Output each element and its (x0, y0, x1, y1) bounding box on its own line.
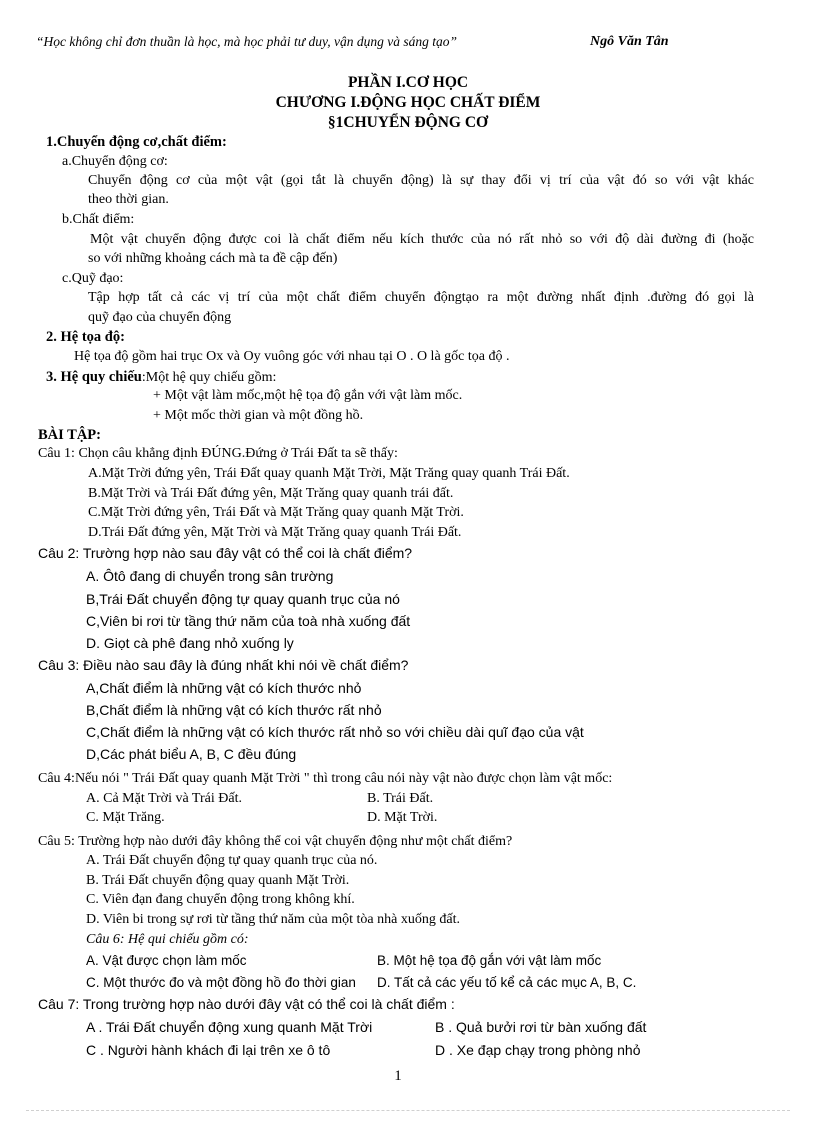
text-trajectory-line2: quỹ đạo của chuyển động (88, 310, 232, 325)
heading-reference-frame (46, 369, 276, 386)
question-4-option-b: B. Trái Đất. (367, 791, 434, 806)
question-6-option-c: C. Một thước đo và một đồng hồ đo thời gian (86, 975, 356, 990)
subheading-point: b.Chất điểm: (62, 212, 135, 227)
heading-reference-text: :Một hệ quy chiếu gồm: (141, 370, 277, 385)
question-3-option-c: C,Chất điểm là những vật có kích thước rất nhỏ so với chiều dài quĩ đạo của vật (86, 724, 584, 740)
question-2-option-b: B,Trái Đất chuyển động tự quay quanh trục của nó (86, 591, 400, 607)
text-point-line1: Một vật chuyển động được coi là chất điểm nếu kích thước của nó rất nhỏ so với độ dài đường đi (hoặc (90, 232, 754, 247)
question-1-option-b: B.Mặt Trời và Trái Đất đứng yên, Mặt Trăng quay quanh trái đất. (88, 486, 454, 501)
question-1-option-d: D.Trái Đất đứng yên, Mặt Trời và Mặt Trăng quay quanh Trái Đất. (88, 525, 462, 540)
question-7-option-d: D . Xe đạp chạy trong phòng nhỏ (435, 1042, 641, 1058)
question-7-option-a: A . Trái Đất chuyển động xung quanh Mặt Trời (86, 1019, 373, 1035)
text-motion-line2: theo thời gian. (88, 192, 169, 207)
exercises-title: BÀI TẬP: (38, 427, 101, 443)
question-1-option-a: A.Mặt Trời đứng yên, Trái Đất quay quanh Mặt Trời, Mặt Trăng quay quanh Trái Đất. (88, 466, 570, 481)
question-1: Câu 1: Chọn câu khẳng định ĐÚNG.Đứng ở Trái Đất ta sẽ thấy: (38, 446, 398, 461)
text-point-line2: so với những khoảng cách mà ta đề cập đến) (88, 251, 338, 266)
question-7: Câu 7: Trong trường hợp nào dưới đây vật có thể coi là chất điểm : (38, 996, 455, 1012)
question-5: Câu 5: Trường hợp nào dưới đây không thể coi vật chuyển động như một chất điểm? (38, 834, 513, 849)
question-5-option-c: C. Viên đạn đang chuyển động trong không khí. (86, 892, 355, 907)
question-2-option-d: D. Giọt cà phê đang nhỏ xuống ly (86, 635, 294, 651)
heading-reference-label: 3. Hệ quy chiếu (46, 369, 142, 385)
question-6-option-b: B. Một hệ tọa độ gắn với vật làm mốc (377, 953, 602, 968)
chapter-title: CHƯƠNG I.ĐỘNG HỌC CHẤT ĐIỂM (275, 94, 541, 111)
text-coordinates: Hệ tọa độ gồm hai trục Ox và Oy vuông góc với nhau tại O . O là gốc tọa độ . (74, 349, 510, 364)
question-7-option-b: B . Quả bưởi rơi từ bàn xuống đất (435, 1019, 647, 1035)
subheading-trajectory: c.Quỹ đạo: (62, 271, 124, 286)
heading-motion: 1.Chuyển động cơ,chất điểm: (46, 134, 227, 150)
question-3: Câu 3: Điều nào sau đây là đúng nhất khi nói về chất điểm? (38, 657, 409, 673)
question-6-option-d: D. Tất cả các yếu tố kể cả các mục A, B, C. (377, 975, 637, 990)
question-4: Câu 4:Nếu nói " Trái Đất quay quanh Mặt Trời " thì trong câu nói này vật nào được chọn làm vật mốc: (38, 771, 613, 786)
text-motion-line1: Chuyển động cơ của một vật (gọi tắt là chuyển động) là sự thay đổi vị trí của vật đó so với vật khác (88, 173, 754, 188)
reference-item-2: + Một mốc thời gian và một đồng hồ. (153, 408, 364, 423)
question-6: Câu 6: Hệ qui chiếu gồm có: (86, 932, 249, 947)
page-number: 1 (394, 1068, 402, 1084)
subheading-motion: a.Chuyển động cơ: (62, 154, 168, 169)
question-5-option-d: D. Viên bi trong sự rơi từ tầng thứ năm của một tòa nhà xuống đất. (86, 912, 460, 927)
question-2-option-a: A. Ôtô đang di chuyển trong sân trường (86, 568, 334, 584)
reference-item-1: + Một vật làm mốc,một hệ tọa độ gắn với vật làm mốc. (153, 388, 463, 403)
question-4-option-d: D. Mặt Trời. (367, 810, 438, 825)
question-2-option-c: C,Viên bi rơi từ tầng thứ năm của toà nhà xuống đất (86, 613, 411, 629)
question-5-option-a: A. Trái Đất chuyển động tự quay quanh trục của nó. (86, 853, 378, 868)
page-bottom-divider (26, 1110, 790, 1111)
question-6-option-a: A. Vật được chọn làm mốc (86, 953, 247, 968)
question-3-option-b: B,Chất điểm là những vật có kích thước rất nhỏ (86, 702, 382, 718)
question-2: Câu 2: Trường hợp nào sau đây vật có thể coi là chất điểm? (38, 545, 413, 561)
section-title: §1CHUYỂN ĐỘNG CƠ (327, 114, 489, 131)
question-4-option-c: C. Mặt Trăng. (86, 810, 165, 825)
question-5-option-b: B. Trái Đất chuyển động quay quanh Mặt Trời. (86, 873, 350, 888)
heading-coordinates: 2. Hệ tọa độ: (46, 329, 125, 345)
question-4-option-a: A. Cả Mặt Trời và Trái Đất. (86, 791, 242, 806)
text-trajectory-line1: Tập hợp tất cả các vị trí của một chất điểm chuyển độngtạo ra một đường nhất định .đường đó gọi là (88, 290, 754, 305)
part-title: PHẦN I.CƠ HỌC (347, 74, 469, 91)
header-quote: “Học không chỉ đơn thuần là học, mà học phải tư duy, vận dụng và sáng tạo” (36, 34, 458, 49)
question-3-option-a: A,Chất điểm là những vật có kích thước nhỏ (86, 680, 362, 696)
header-author: Ngô Văn Tân (590, 34, 669, 49)
question-3-option-d: D,Các phát biểu A, B, C đều đúng (86, 746, 297, 762)
question-1-option-c: C.Mặt Trời đứng yên, Trái Đất và Mặt Trăng quay quanh Mặt Trời. (88, 505, 464, 520)
question-7-option-c: C . Người hành khách đi lại trên xe ô tô (86, 1042, 331, 1058)
